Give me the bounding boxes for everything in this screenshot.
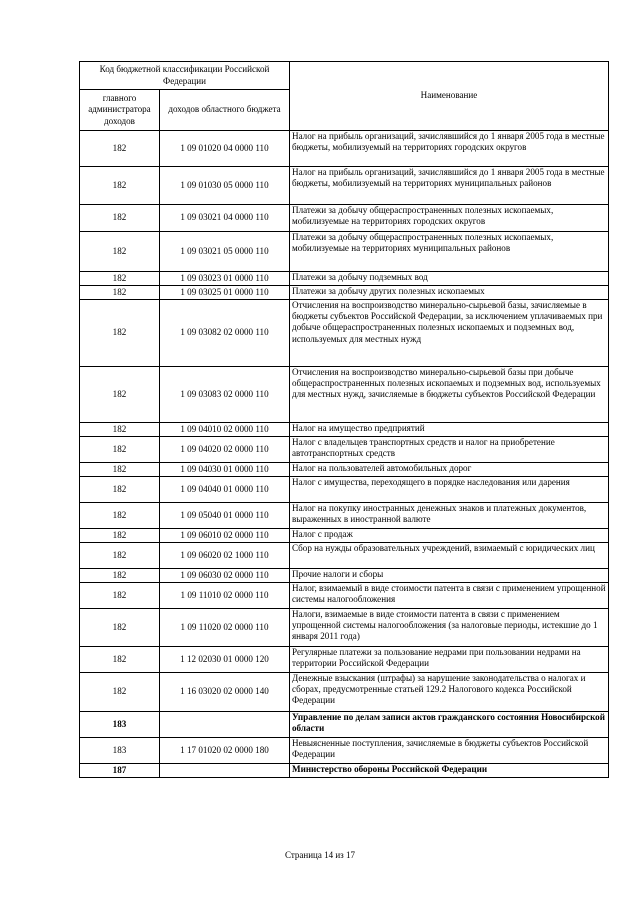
name-cell: Платежи за добычу подземных вод: [290, 272, 609, 286]
table-row: [80, 764, 609, 778]
admin-code-cell: 182: [80, 609, 160, 647]
table-row: [80, 463, 609, 477]
page-number: Страница 14 из 17: [285, 850, 355, 860]
income-code-cell: 1 09 11010 02 0000 110: [160, 583, 290, 609]
income-code-cell: 1 09 04020 02 0000 110: [160, 437, 290, 463]
income-code-cell: 1 09 03083 02 0000 110: [160, 367, 290, 423]
income-code-cell: 1 09 05040 01 0000 110: [160, 503, 290, 529]
admin-code-cell: 182: [80, 272, 160, 286]
table-row: [80, 673, 609, 712]
admin-code-cell: 183: [80, 712, 160, 738]
income-code-cell: 1 16 03020 02 0000 140: [160, 673, 290, 712]
table-row: [80, 131, 609, 167]
admin-code-cell: 182: [80, 503, 160, 529]
admin-code-cell: 183: [80, 738, 160, 764]
table-row: [80, 569, 609, 583]
table-row: [80, 609, 609, 647]
table-row: [80, 423, 609, 437]
income-code-cell: [160, 712, 290, 738]
name-cell: Отчисления на воспроизводство минерально-сырьевой базы при добыче общераспространенных полезных ископаемых и подземных вод, используемых для местных нужд, зачисляемые в бюджеты субъектов Российской Федерации: [290, 367, 609, 423]
name-cell: Налог на прибыль организаций, зачислявшийся до 1 января 2005 года в местные бюджеты, мобилизуемый на территориях муниципальных районов: [290, 167, 609, 205]
name-cell: Налог с имущества, переходящего в порядке наследования или дарения: [290, 477, 609, 503]
income-code-cell: 1 09 04030 01 0000 110: [160, 463, 290, 477]
income-code-cell: 1 09 06020 02 1000 110: [160, 543, 290, 569]
name-cell: Платежи за добычу других полезных ископаемых: [290, 286, 609, 300]
table-row: [80, 300, 609, 367]
table-row: [80, 286, 609, 300]
table-row: [80, 529, 609, 543]
admin-code-cell: 187: [80, 764, 160, 778]
income-code-cell: 1 09 03082 02 0000 110: [160, 300, 290, 367]
table-row: [80, 738, 609, 764]
admin-code-cell: 182: [80, 647, 160, 673]
admin-code-cell: 182: [80, 423, 160, 437]
name-cell: Невыясненные поступления, зачисляемые в бюджеты субъектов Российской Федерации: [290, 738, 609, 764]
income-code-cell: 1 09 06030 02 0000 110: [160, 569, 290, 583]
name-cell: Налоги, взимаемые в виде стоимости патента в связи с применением упрощенной системы налогообложения (за налоговые периоды, истекшие до 1 января 2011 года): [290, 609, 609, 647]
name-cell: Налог на прибыль организаций, зачислявшийся до 1 января 2005 года в местные бюджеты, мобилизуемый на территориях городских округов: [290, 131, 609, 167]
admin-code-cell: 182: [80, 583, 160, 609]
income-code-cell: 1 09 11020 02 0000 110: [160, 609, 290, 647]
admin-code-cell: 182: [80, 286, 160, 300]
admin-code-cell: 182: [80, 529, 160, 543]
income-code-cell: 1 09 01030 05 0000 110: [160, 167, 290, 205]
name-cell: Налог, взимаемый в виде стоимости патента в связи с применением упрощенной системы налогообложения: [290, 583, 609, 609]
header-code-group: Код бюджетной классификации Российской Федерации: [80, 62, 290, 90]
admin-code-cell: 182: [80, 367, 160, 423]
income-code-cell: 1 09 01020 04 0000 110: [160, 131, 290, 167]
name-cell: Денежные взыскания (штрафы) за нарушение законодательства о налогах и сборах, предусмотренные статьей 129.2 Налогового кодекса Российской Федерации: [290, 673, 609, 712]
name-cell: Платежи за добычу общераспространенных полезных ископаемых, мобилизуемые на территориях городских округов: [290, 205, 609, 232]
admin-code-cell: 182: [80, 131, 160, 167]
admin-code-cell: 182: [80, 300, 160, 367]
header-admin: главного администратора доходов: [80, 90, 160, 131]
header-income: доходов областного бюджета: [160, 90, 290, 131]
table-row: [80, 272, 609, 286]
name-cell: Управление по делам записи актов гражданского состояния Новосибирской области: [290, 712, 609, 738]
name-cell: Налог на имущество предприятий: [290, 423, 609, 437]
table-row: [80, 583, 609, 609]
name-cell: Министерство обороны Российской Федерации: [290, 764, 609, 778]
name-cell: Налог с продаж: [290, 529, 609, 543]
name-cell: Сбор на нужды образовательных учреждений, взимаемый с юридических лиц: [290, 543, 609, 569]
header-name: Наименование: [290, 62, 609, 131]
income-code-cell: 1 17 01020 02 0000 180: [160, 738, 290, 764]
income-code-cell: 1 09 04010 02 0000 110: [160, 423, 290, 437]
table-row: [80, 477, 609, 503]
admin-code-cell: 182: [80, 477, 160, 503]
table-body: [80, 131, 609, 778]
name-cell: Отчисления на воспроизводство минерально-сырьевой базы, зачисляемые в бюджеты субъектов Российской Федерации, за исключением уплачиваемых при добыче общераспространенных полезных ископаемых и подземных вод, используемых для местных нужд: [290, 300, 609, 367]
income-code-cell: 1 09 03021 04 0000 110: [160, 205, 290, 232]
name-cell: Прочие налоги и сборы: [290, 569, 609, 583]
table-row: [80, 367, 609, 423]
table-row: [80, 503, 609, 529]
admin-code-cell: 182: [80, 463, 160, 477]
table-row: [80, 167, 609, 205]
income-code-cell: 1 09 03021 05 0000 110: [160, 232, 290, 272]
table-row: [80, 232, 609, 272]
name-cell: Регулярные платежи за пользование недрами при пользовании недрами на территории Российской Федерации: [290, 647, 609, 673]
name-cell: Налог с владельцев транспортных средств и налог на приобретение автотранспортных средств: [290, 437, 609, 463]
table-row: [80, 205, 609, 232]
name-cell: Платежи за добычу общераспространенных полезных ископаемых, мобилизуемые на территориях муниципальных районов: [290, 232, 609, 272]
income-code-cell: 1 09 03025 01 0000 110: [160, 286, 290, 300]
income-code-cell: [160, 764, 290, 778]
admin-code-cell: 182: [80, 543, 160, 569]
admin-code-cell: 182: [80, 569, 160, 583]
budget-classification-table: [79, 61, 609, 778]
admin-code-cell: 182: [80, 232, 160, 272]
table-row: [80, 543, 609, 569]
income-code-cell: 1 09 06010 02 0000 110: [160, 529, 290, 543]
income-code-cell: 1 12 02030 01 0000 120: [160, 647, 290, 673]
income-code-cell: 1 09 03023 01 0000 110: [160, 272, 290, 286]
name-cell: Налог на покупку иностранных денежных знаков и платежных документов, выраженных в иностранной валюте: [290, 503, 609, 529]
admin-code-cell: 182: [80, 673, 160, 712]
income-code-cell: 1 09 04040 01 0000 110: [160, 477, 290, 503]
admin-code-cell: 182: [80, 205, 160, 232]
name-cell: Налог на пользователей автомобильных дорог: [290, 463, 609, 477]
admin-code-cell: 182: [80, 167, 160, 205]
table-row: [80, 647, 609, 673]
table-row: [80, 437, 609, 463]
table-row: [80, 712, 609, 738]
admin-code-cell: 182: [80, 437, 160, 463]
